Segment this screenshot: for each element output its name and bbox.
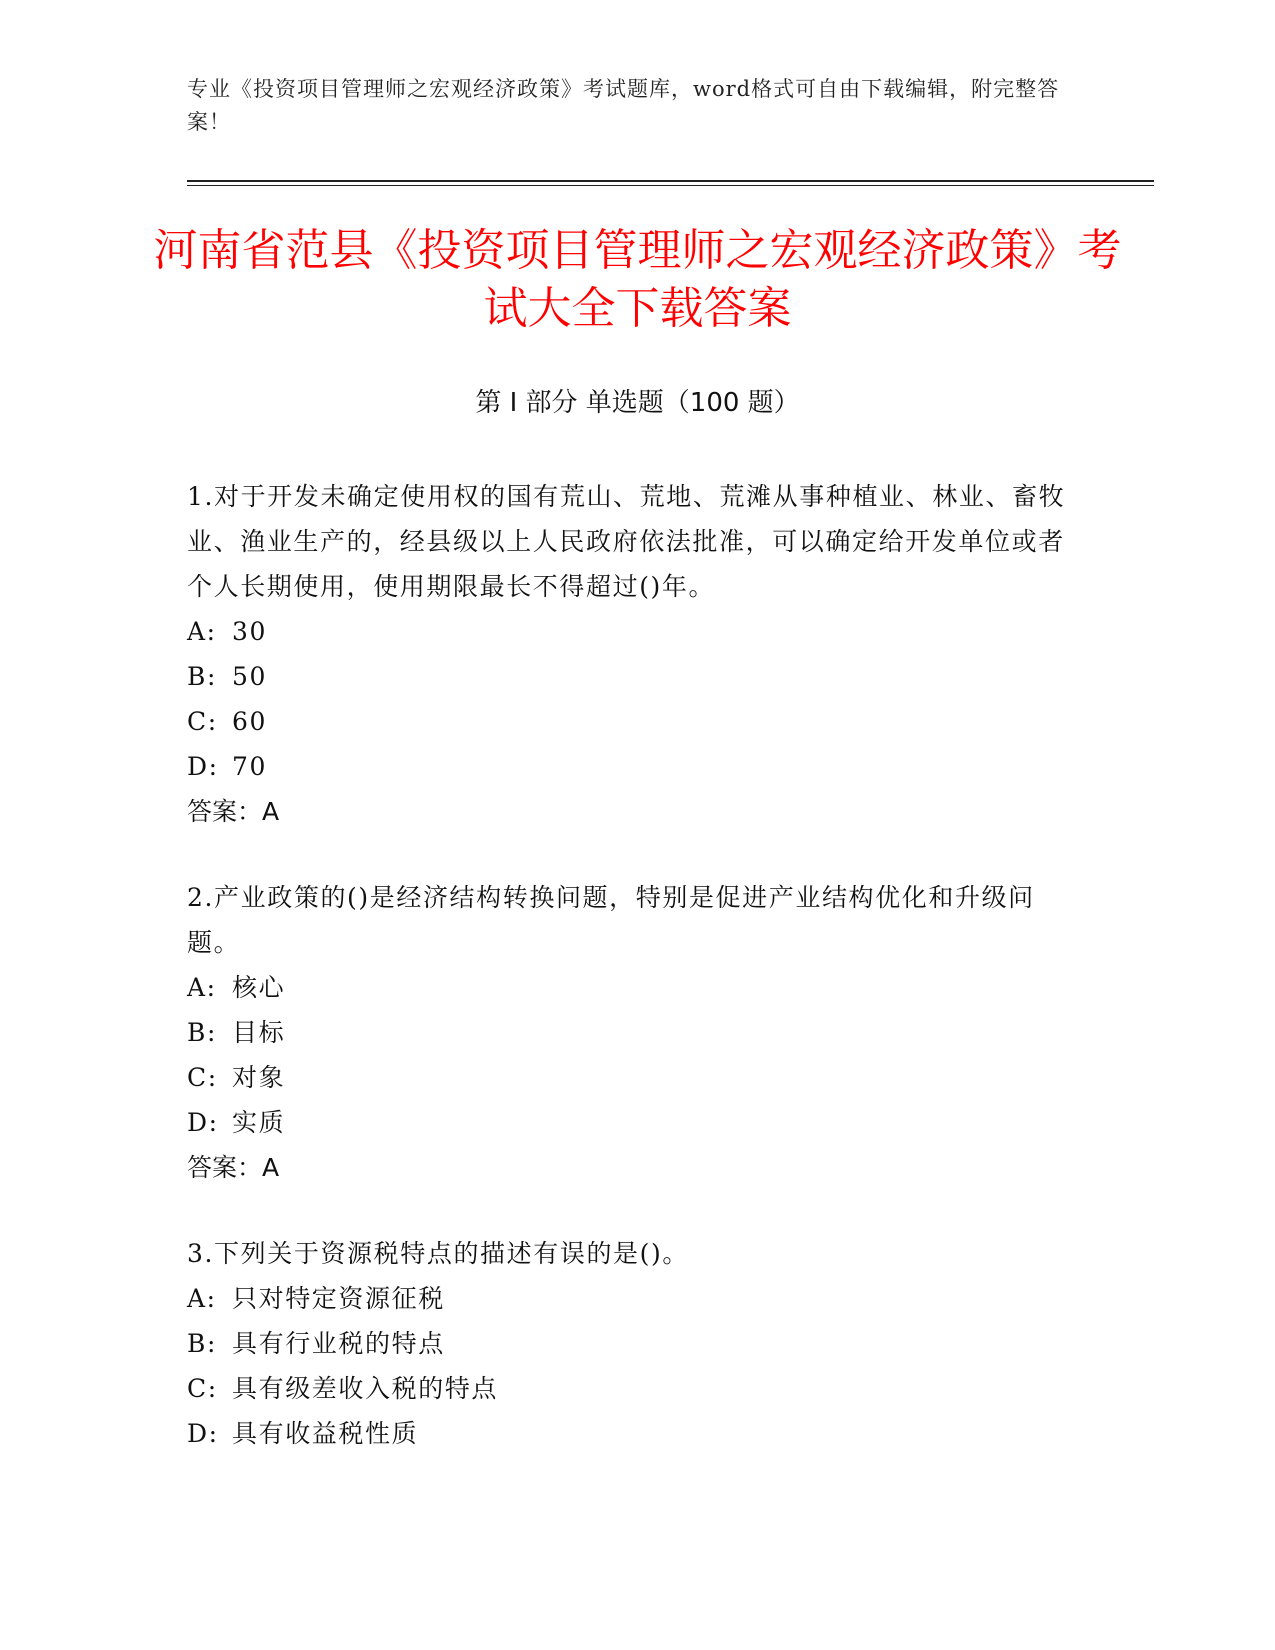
option-d <box>187 744 1067 789</box>
option-text: 目标 <box>232 1018 286 1047</box>
question-2 <box>187 875 1067 1190</box>
option-text: 只对特定资源征税 <box>232 1284 445 1313</box>
option-a <box>187 609 1067 654</box>
option-label: C: <box>187 1374 218 1403</box>
option-text: 60 <box>232 707 268 736</box>
option-label: D: <box>187 1419 219 1448</box>
option-text: 具有级差收入税的特点 <box>232 1374 499 1403</box>
question-stem: 3.下列关于资源税特点的描述有误的是()。 <box>187 1239 689 1268</box>
option-d <box>187 1411 1067 1456</box>
answer-line: 答案：A <box>187 797 280 826</box>
option-a <box>187 1276 1067 1321</box>
option-a <box>187 965 1067 1010</box>
option-text: 具有行业税的特点 <box>232 1329 445 1358</box>
question-3 <box>187 1231 1067 1456</box>
option-b <box>187 1321 1067 1366</box>
question-stem: 1.对于开发未确定使用权的国有荒山、荒地、荒滩从事种植业、林业、畜牧业、渔业生产的，经县级以上人民政府依法批准，可以确定给开发单位或者个人长期使用，使用期限最长不得超过()年。 <box>187 482 1066 601</box>
option-label: C: <box>187 1063 218 1092</box>
question-1 <box>187 474 1067 834</box>
option-text: 对象 <box>232 1063 286 1092</box>
answer-line: 答案：A <box>187 1153 280 1182</box>
option-label: B: <box>187 1329 217 1358</box>
option-label: A: <box>187 1284 217 1313</box>
option-label: B: <box>187 1018 217 1047</box>
option-b <box>187 654 1067 699</box>
question-list <box>187 474 1067 1497</box>
option-label: A: <box>187 973 217 1002</box>
header-note: 专业《投资项目管理师之宏观经济政策》考试题库，word格式可自由下载编辑，附完整答案！ <box>187 77 1060 134</box>
option-c <box>187 1366 1067 1411</box>
question-stem: 2.产业政策的()是经济结构转换问题，特别是促进产业结构优化和升级问题。 <box>187 883 1035 957</box>
option-text: 50 <box>232 662 268 691</box>
divider-thin <box>187 185 1154 186</box>
option-text: 实质 <box>232 1108 286 1137</box>
option-d <box>187 1100 1067 1145</box>
divider-thick <box>187 180 1154 182</box>
option-text: 具有收益税性质 <box>232 1419 419 1448</box>
option-label: D: <box>187 752 219 781</box>
option-text: 70 <box>232 752 268 781</box>
section-heading: 第 I 部分 单选题（100 题） <box>475 388 800 418</box>
option-c <box>187 1055 1067 1100</box>
option-label: B: <box>187 662 217 691</box>
option-text: 核心 <box>232 973 286 1002</box>
option-b <box>187 1010 1067 1055</box>
option-label: C: <box>187 707 218 736</box>
document-title: 河南省范县《投资项目管理师之宏观经济政策》考试大全下载答案 <box>153 225 1122 334</box>
option-label: A: <box>187 617 217 646</box>
option-c <box>187 699 1067 744</box>
option-text: 30 <box>232 617 268 646</box>
option-label: D: <box>187 1108 219 1137</box>
